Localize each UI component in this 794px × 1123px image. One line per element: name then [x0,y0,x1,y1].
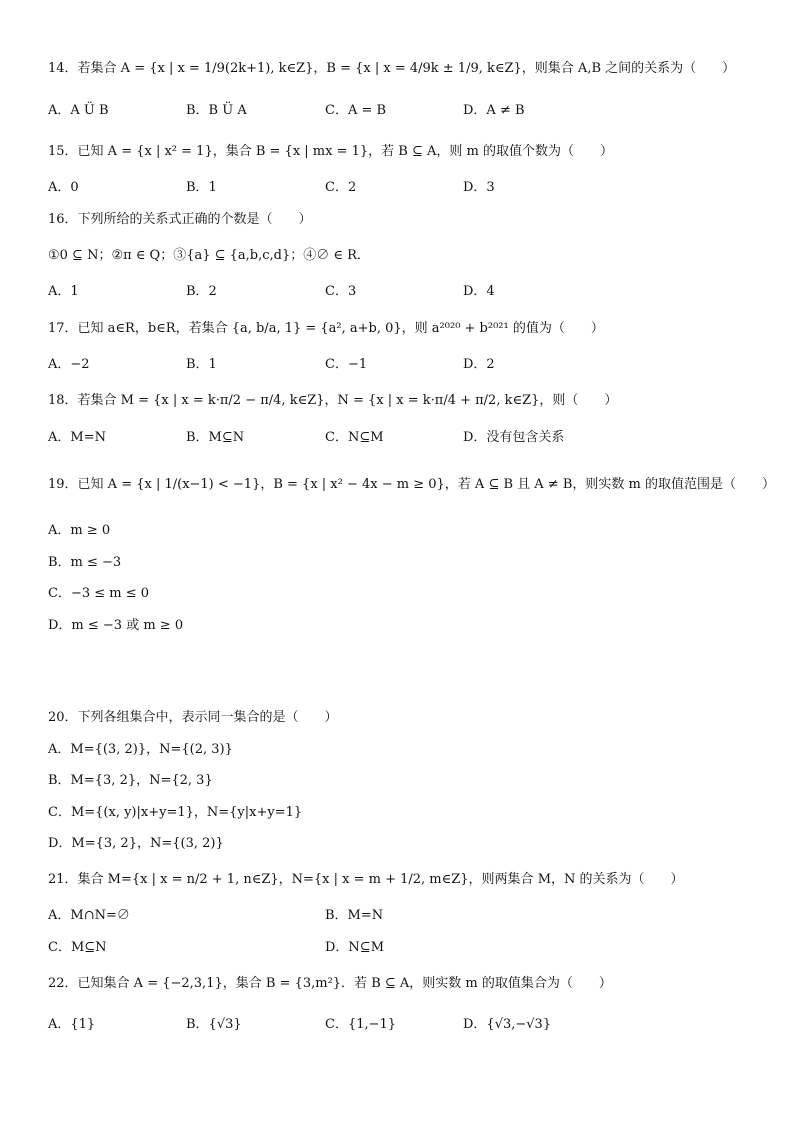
question-15-option-d: D．3 [463,180,495,195]
question-19-option-c: C．−3 ≤ m ≤ 0 [48,586,150,601]
question-22-option-b: B．{√3} [186,1017,242,1032]
question-17-stem: 17．已知 a∈R，b∈R，若集合 {a, b/a, 1} = {a², a+b, 0}，则 a²⁰²⁰ + b²⁰²¹ 的值为（ ） [48,321,604,336]
question-21-option-b: B．M=N [325,908,384,923]
question-16-stem: 16．下列所给的关系式正确的个数是（ ） [48,212,312,227]
question-18-option-c: C．N⊆M [325,430,384,445]
question-22-stem: 22．已知集合 A = {−2,3,1}，集合 B = {3,m²}．若 B ⊆ A，则实数 m 的取值集合为（ ） [48,976,612,991]
question-19-option-a: A．m ≥ 0 [48,523,111,538]
question-20-stem: 20．下列各组集合中，表示同一集合的是（ ） [48,710,338,725]
question-18-option-a: A．M=N [48,430,106,445]
question-16-option-a: A．1 [48,284,79,299]
question-20-option-a: A．M={(3, 2)}，N={(2, 3)} [48,742,233,757]
question-14-option-b: B．B Ü A [186,103,247,118]
question-17-option-b: B．1 [186,357,217,372]
question-20-option-d: D．M={3, 2}，N={(3, 2)} [48,836,224,851]
question-14-option-a: A．A Ü B [48,103,109,118]
question-16-option-d: D．4 [463,284,495,299]
question-22-option-a: A．{1} [48,1017,96,1032]
question-15-option-c: C．2 [325,180,357,195]
question-16-statements: ①0 ⊆ N；②π ∈ Q；③{a} ⊆ {a,b,c,d}；④∅ ∈ R． [48,248,370,263]
question-21-option-d: D．N⊆M [325,940,385,955]
question-19-option-b: B．m ≤ −3 [48,555,122,570]
question-17-option-d: D．2 [463,357,495,372]
question-19-stem: 19．已知 A = {x | 1/(x−1) < −1}，B = {x | x² − 4x − m ≥ 0}，若 A ⊆ B 且 A ≠ B，则实数 m 的取值范围是（ ） [48,477,775,492]
question-18-option-d: D．没有包含关系 [463,430,565,445]
question-21-option-c: C．M⊆N [48,940,107,955]
question-18-stem: 18．若集合 M = {x | x = k·π/2 − π/4, k∈Z}，N = {x | x = k·π/4 + π/2, k∈Z}，则（ ） [48,393,618,408]
question-14-option-c: C．A = B [325,103,387,118]
question-19-option-d: D．m ≤ −3 或 m ≥ 0 [48,618,184,633]
question-14-option-d: D．A ≠ B [463,103,525,118]
question-21-stem: 21．集合 M={x | x = n/2 + 1, n∈Z}，N={x | x = m + 1/2, m∈Z}，则两集合 M，N 的关系为（ ） [48,872,684,887]
question-21-option-a: A．M∩N=∅ [48,908,130,923]
question-18-option-b: B．M⊆N [186,430,245,445]
question-15-option-a: A．0 [48,180,79,195]
question-17-option-c: C．−1 [325,357,368,372]
question-20-option-b: B．M={3, 2}，N={2, 3} [48,773,213,788]
question-20-option-c: C．M={(x, y)|x+y=1}，N={y|x+y=1} [48,805,303,820]
question-14-stem: 14．若集合 A = {x | x = 1/9(2k+1), k∈Z}，B = {x | x = 4/9k ± 1/9, k∈Z}，则集合 A,B 之间的关系为（ ） [48,61,736,76]
question-22-option-d: D．{√3,−√3} [463,1017,552,1032]
question-17-option-a: A．−2 [48,357,90,372]
question-22-option-c: C．{1,−1} [325,1017,397,1032]
question-16-option-c: C．3 [325,284,357,299]
question-16-option-b: B．2 [186,284,217,299]
question-15-stem: 15．已知 A = {x | x² = 1}，集合 B = {x | mx = 1}，若 B ⊆ A，则 m 的取值个数为（ ） [48,144,613,159]
question-15-option-b: B．1 [186,180,217,195]
